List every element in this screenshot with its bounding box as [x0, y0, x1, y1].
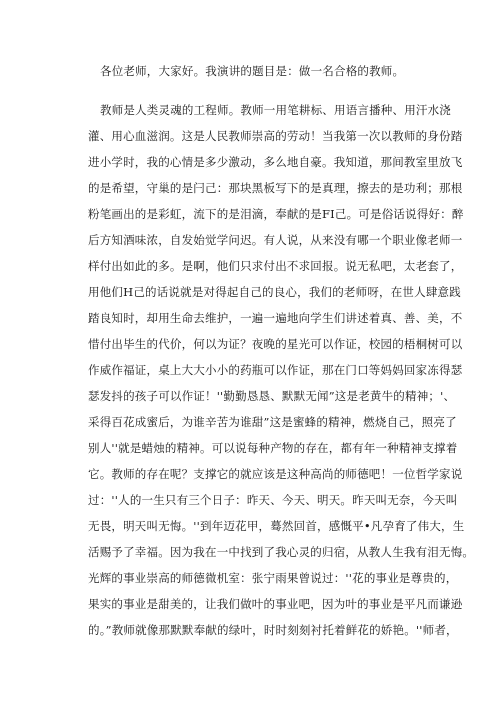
body-line: 光辉的事业崇高的师德微机室：张宁雨果曾说过：''花的事业是尊贵的， [88, 571, 458, 585]
body-line: 过：''人的一生只有三个日子：昨天、今天、明天。昨天叫无奈，今天叫 [88, 493, 458, 507]
body-line: 粉笔画出的是彩虹，流下的是泪滴，奉献的是FI己。可是俗话说得好：醉 [88, 207, 464, 221]
opening-line: 各位老师，大家好。我演讲的题目是：做一名合格的教师。 [100, 64, 405, 78]
body-line: 后方知酒味浓，自发始觉学问迟。有人说，从来没有哪一个职业像老师一 [88, 233, 463, 247]
body-line: 活赐予了幸福。因为我在一中找到了我心灵的归宿，从教人生我有泪无悔。 [88, 545, 475, 559]
body-line: 用他们H己的话说就是对得起自己的良心，我们的老师呀，在世人肆意践 [88, 285, 461, 299]
body-line: 踏良知时，却用生命去维护，一遍一遍地向学生们讲述着真、善、美，不 [88, 311, 463, 325]
body-line: 进小学时，我的心情是多少激动，多么地自豪。我知道，那间教室里放飞 [88, 155, 463, 169]
body-line: 别人''就是蜡烛的精神。可以说每种产物的存在，都有年一种精神支撑着 [88, 441, 458, 455]
body-line: 的是希望，守巢的是闩己：那块黑板写下的是真理，擦去的是功利；那根 [88, 181, 463, 195]
body-line: 瑟发抖的孩子可以作证！''勤勤恳恳、默默无闻”这是老黄牛的精神；'、 [88, 389, 456, 403]
opening-paragraph [88, 58, 418, 84]
body-line: 灌、用心血滋润。这是人民教师崇高的劳动！当我第一次以教师的身份踏 [88, 129, 463, 143]
body-line: 它。教师的存在呢？支撑它的就应该是这种高尚的师德吧！一位哲学家说 [88, 467, 463, 481]
body-line: 样付出如此的多。是啊，他们只求付出不求回报。说无私吧，太老套了， [88, 259, 463, 273]
body-line: 无畏，明天叫无悔。''到年迈花甲，蓦然回首，感慨平•凡孕育了伟大，生 [88, 519, 465, 533]
body-line: 采得百花成蜜后，为谁辛苦为谁甜”这是蜜蜂的精神，燃烧自己，照亮了 [88, 415, 457, 429]
body-line: 惜付出毕生的代价，何以为证？夜晚的星光可以作证，校园的梧桐树可以 [88, 337, 463, 351]
body-line: 果实的事业是甜美的，让我们做叶的事业吧，因为叶的事业是平凡而谦逊 [88, 597, 463, 611]
body-line: 作威作福证，桌上大大小小的药瓶可以作证，那在门口等妈妈回家冻得瑟 [88, 363, 463, 377]
body-line: 的。”教师就像那默默奉献的绿叶，时时刻刻衬托着鲜花的娇艳。''师者， [88, 623, 458, 637]
body-line: 教师是人类灵魂的工程师。教师一用笔耕标、用语言播种、用汗水浇 [100, 103, 451, 117]
body-paragraph [88, 97, 475, 643]
